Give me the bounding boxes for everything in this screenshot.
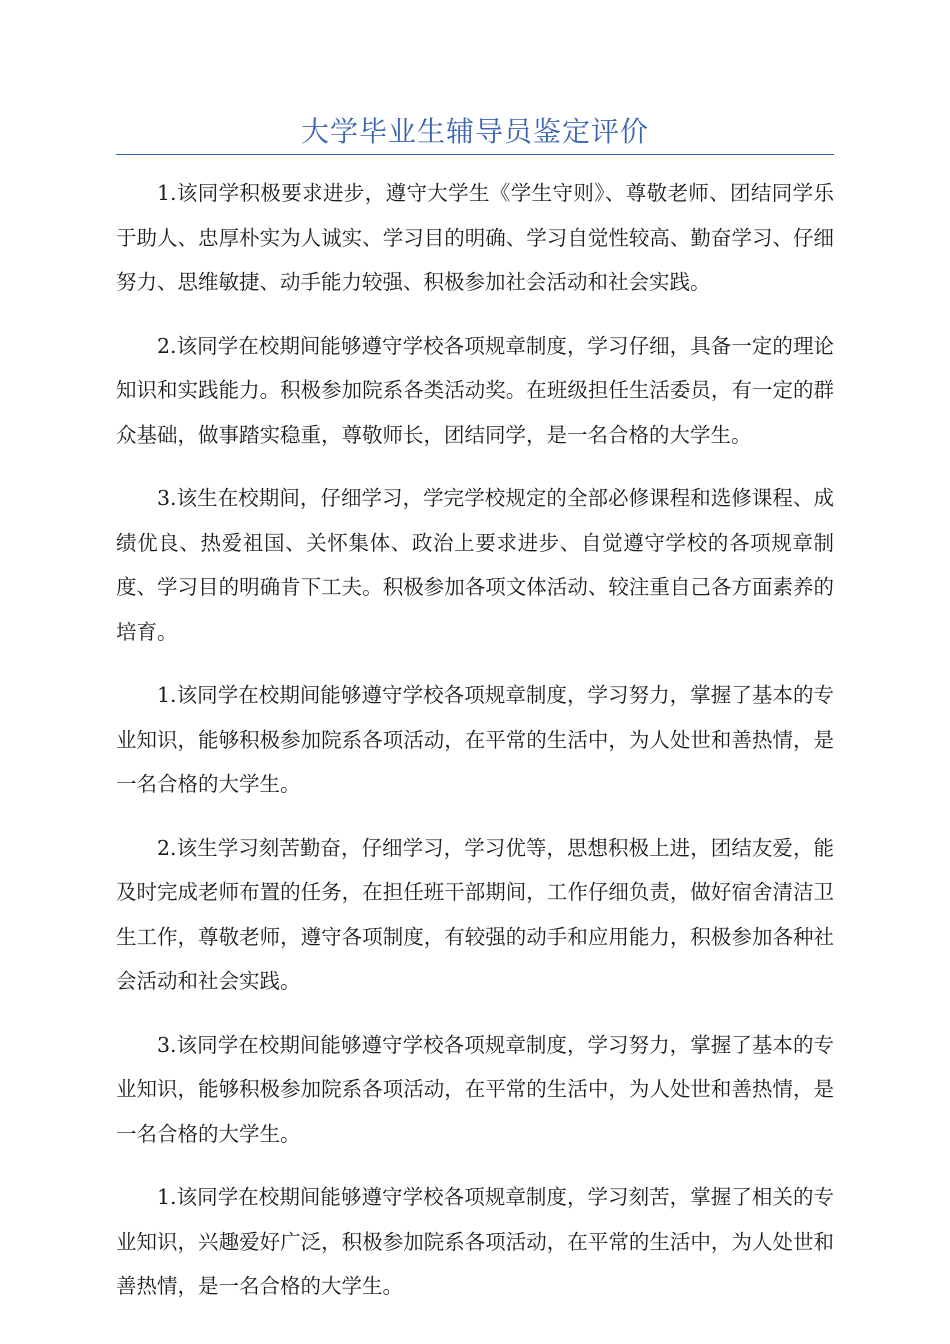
paragraph-3: 3.该生在校期间，仔细学习，学完学校规定的全部必修课程和选修课程、成绩优良、热爱祖国、关怀集体、政治上要求进步、自觉遵守学校的各项规章制度、学习目的明确肯下工夫。积极参加各项文体活动、较注重自己各方面素养的培育。 <box>116 486 834 644</box>
paragraph-2: 2.该同学在校期间能够遵守学校各项规章制度，学习仔细，具备一定的理论知识和实践能力。积极参加院系各类活动奖。在班级担任生活委员，有一定的群众基础，做事踏实稳重，尊敬师长，团结同学，是一名合格的大学生。 <box>116 333 834 447</box>
title-underline <box>116 154 834 155</box>
paragraph-1: 1.该同学积极要求进步，遵守大学生《学生守则》、尊敬老师、团结同学乐于助人、忠厚朴实为人诚实、学习目的明确、学习自觉性较高、勤奋学习、仔细努力、思维敏捷、动手能力较强、积极参加社会活动和社会实践。 <box>116 181 834 294</box>
paragraph-5: 2.该生学习刻苦勤奋，仔细学习，学习优等，思想积极上进，团结友爱，能及时完成老师布置的任务，在担任班干部期间，工作仔细负责，做好宿舍清洁卫生工作，尊敬老师，遵守各项制度，有较强的动手和应用能力，积极参加各种社会活动和社会实践。 <box>116 835 834 993</box>
paragraph-4: 1.该同学在校期间能够遵守学校各项规章制度，学习努力，掌握了基本的专业知识，能够积极参加院系各项活动，在平常的生活中，为人处世和善热情，是一名合格的大学生。 <box>116 683 834 796</box>
page-title: 大学毕业生辅导员鉴定评价 <box>300 115 649 148</box>
paragraph-6: 3.该同学在校期间能够遵守学校各项规章制度，学习努力，掌握了基本的专业知识，能够积极参加院系各项活动，在平常的生活中，为人处世和善热情，是一名合格的大学生。 <box>116 1032 834 1146</box>
document-body <box>116 171 834 1328</box>
paragraph-7: 1.该同学在校期间能够遵守学校各项规章制度，学习刻苦，掌握了相关的专业知识，兴趣爱好广泛，积极参加院系各项活动，在平常的生活中，为人处世和善热情，是一名合格的大学生。 <box>116 1185 834 1298</box>
